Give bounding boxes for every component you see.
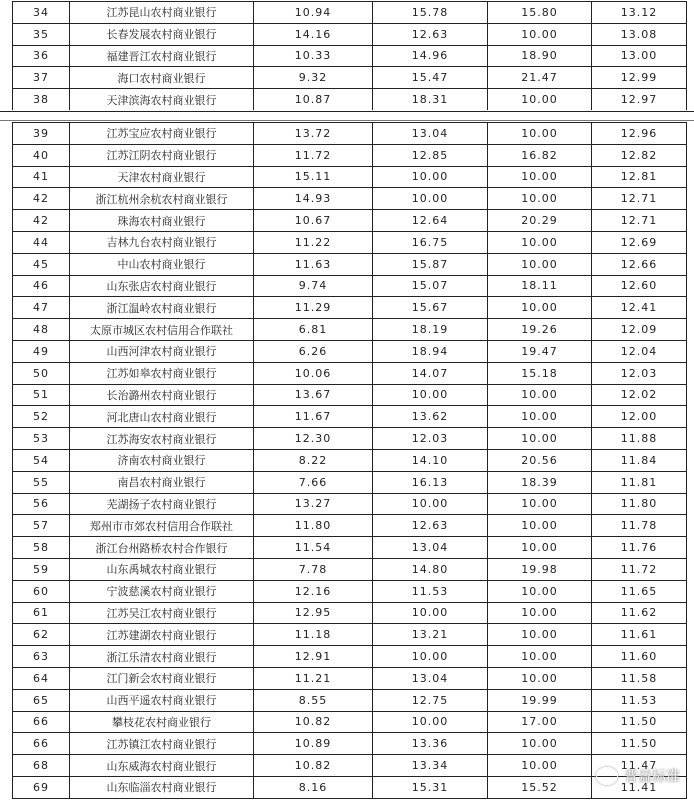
value-cell-3: 10.00: [488, 406, 592, 428]
value-cell-1: 15.11: [254, 166, 373, 188]
value-cell-1: 6.26: [254, 340, 373, 362]
rank-cell: 44: [13, 231, 70, 253]
table-row: [13, 493, 687, 515]
value-cell-2: 13.21: [373, 624, 488, 646]
value-cell-3: 10.00: [488, 755, 592, 777]
table-row: [13, 711, 687, 733]
value-cell-2: 10.00: [373, 602, 488, 624]
bank-name-cell: 江苏如皋农村商业银行: [70, 362, 254, 384]
value-cell-3: 16.82: [488, 144, 592, 166]
value-cell-1: 8.55: [254, 689, 373, 711]
score-cell: 11.50: [592, 711, 687, 733]
table-row: [13, 755, 687, 777]
table-row: [13, 428, 687, 450]
value-cell-1: 14.16: [254, 23, 373, 45]
value-cell-3: 21.47: [488, 67, 592, 89]
rank-cell: 41: [13, 166, 70, 188]
bank-name-cell: 长春发展农村商业银行: [70, 23, 254, 45]
value-cell-2: 10.00: [373, 493, 488, 515]
score-cell: 11.84: [592, 449, 687, 471]
value-cell-2: 12.64: [373, 210, 488, 232]
rank-cell: 55: [13, 471, 70, 493]
value-cell-3: 10.00: [488, 602, 592, 624]
value-cell-1: 10.89: [254, 733, 373, 755]
value-cell-3: 10.00: [488, 231, 592, 253]
value-cell-3: 15.18: [488, 362, 592, 384]
table-row: [13, 733, 687, 755]
value-cell-1: 10.67: [254, 210, 373, 232]
rank-cell: 57: [13, 515, 70, 537]
value-cell-3: 19.26: [488, 319, 592, 341]
value-cell-2: 14.10: [373, 449, 488, 471]
table-row: [13, 384, 687, 406]
value-cell-3: 10.00: [488, 188, 592, 210]
bank-name-cell: 山东临淄农村商业银行: [70, 776, 254, 798]
bank-name-cell: 天津滨海农村商业银行: [70, 89, 254, 111]
watermark-text: 普益标准: [624, 769, 680, 785]
value-cell-3: 10.00: [488, 23, 592, 45]
table-row: [13, 123, 687, 145]
bank-name-cell: 江苏海安农村商业银行: [70, 428, 254, 450]
score-cell: 13.08: [592, 23, 687, 45]
score-cell: 11.76: [592, 537, 687, 559]
value-cell-2: 12.03: [373, 428, 488, 450]
rank-cell: 49: [13, 340, 70, 362]
divider: [0, 111, 694, 112]
value-cell-2: 10.00: [373, 711, 488, 733]
rank-cell: 51: [13, 384, 70, 406]
rank-cell: 64: [13, 667, 70, 689]
table-row: [13, 2, 687, 24]
value-cell-3: 10.00: [488, 428, 592, 450]
value-cell-2: 12.85: [373, 144, 488, 166]
rank-cell: 46: [13, 275, 70, 297]
value-cell-3: 10.00: [488, 624, 592, 646]
bank-name-cell: 山西平遥农村商业银行: [70, 689, 254, 711]
value-cell-3: 15.52: [488, 776, 592, 798]
rank-cell: 58: [13, 537, 70, 559]
value-cell-1: 13.27: [254, 493, 373, 515]
table-row: [13, 406, 687, 428]
value-cell-1: 11.67: [254, 406, 373, 428]
value-cell-2: 10.00: [373, 384, 488, 406]
bank-name-cell: 济南农村商业银行: [70, 449, 254, 471]
bank-name-cell: 山东威海农村商业银行: [70, 755, 254, 777]
value-cell-3: 18.39: [488, 471, 592, 493]
value-cell-3: 10.00: [488, 580, 592, 602]
value-cell-1: 10.82: [254, 755, 373, 777]
value-cell-1: 11.54: [254, 537, 373, 559]
score-cell: 11.50: [592, 733, 687, 755]
table-row: [13, 667, 687, 689]
rank-cell: 66: [13, 733, 70, 755]
score-cell: 11.47: [592, 755, 687, 777]
bank-name-cell: 浙江台州路桥农村合作银行: [70, 537, 254, 559]
value-cell-2: 18.31: [373, 89, 488, 111]
score-cell: 12.69: [592, 231, 687, 253]
value-cell-3: 10.00: [488, 384, 592, 406]
value-cell-1: 11.22: [254, 231, 373, 253]
score-cell: 13.12: [592, 2, 687, 24]
value-cell-2: 14.96: [373, 45, 488, 67]
score-cell: 12.81: [592, 166, 687, 188]
score-cell: 12.02: [592, 384, 687, 406]
score-cell: 11.41: [592, 776, 687, 798]
bank-name-cell: 江苏吴江农村商业银行: [70, 602, 254, 624]
value-cell-1: 10.06: [254, 362, 373, 384]
score-cell: 13.00: [592, 45, 687, 67]
table-row: [13, 340, 687, 362]
value-cell-1: 10.82: [254, 711, 373, 733]
value-cell-2: 13.04: [373, 667, 488, 689]
score-cell: 11.81: [592, 471, 687, 493]
value-cell-3: 10.00: [488, 515, 592, 537]
value-cell-3: 10.00: [488, 733, 592, 755]
value-cell-3: 10.00: [488, 537, 592, 559]
ranking-table-bottom: [12, 122, 687, 799]
value-cell-2: 15.07: [373, 275, 488, 297]
bank-name-cell: 芜湖扬子农村商业银行: [70, 493, 254, 515]
bank-name-cell: 山东张店农村商业银行: [70, 275, 254, 297]
bank-name-cell: 江苏江阴农村商业银行: [70, 144, 254, 166]
value-cell-2: 11.53: [373, 580, 488, 602]
table-row: [13, 580, 687, 602]
ranking-table-top: [12, 1, 687, 111]
score-cell: 11.88: [592, 428, 687, 450]
score-cell: 12.96: [592, 123, 687, 145]
value-cell-2: 10.00: [373, 646, 488, 668]
bank-name-cell: 浙江温岭农村商业银行: [70, 297, 254, 319]
value-cell-3: 10.00: [488, 123, 592, 145]
value-cell-2: 18.19: [373, 319, 488, 341]
table-row: [13, 449, 687, 471]
value-cell-1: 11.63: [254, 253, 373, 275]
score-cell: 12.04: [592, 340, 687, 362]
table-row: [13, 646, 687, 668]
value-cell-3: 10.00: [488, 166, 592, 188]
value-cell-2: 15.31: [373, 776, 488, 798]
value-cell-1: 12.91: [254, 646, 373, 668]
value-cell-1: 10.33: [254, 45, 373, 67]
value-cell-1: 11.21: [254, 667, 373, 689]
value-cell-1: 12.16: [254, 580, 373, 602]
score-cell: 11.53: [592, 689, 687, 711]
bank-name-cell: 江苏宝应农村商业银行: [70, 123, 254, 145]
value-cell-1: 8.22: [254, 449, 373, 471]
bank-name-cell: 宁波慈溪农村商业银行: [70, 580, 254, 602]
rank-cell: 45: [13, 253, 70, 275]
bank-name-cell: 南昌农村商业银行: [70, 471, 254, 493]
table-row: [13, 23, 687, 45]
value-cell-3: 10.00: [488, 493, 592, 515]
divider: [0, 120, 694, 121]
score-cell: 12.60: [592, 275, 687, 297]
bank-name-cell: 山东禹城农村商业银行: [70, 558, 254, 580]
rank-cell: 36: [13, 45, 70, 67]
rank-cell: 60: [13, 580, 70, 602]
value-cell-3: 19.47: [488, 340, 592, 362]
value-cell-2: 15.47: [373, 67, 488, 89]
table-row: [13, 253, 687, 275]
rank-cell: 53: [13, 428, 70, 450]
rank-cell: 65: [13, 689, 70, 711]
bank-name-cell: 浙江乐清农村商业银行: [70, 646, 254, 668]
value-cell-1: 14.93: [254, 188, 373, 210]
value-cell-2: 16.13: [373, 471, 488, 493]
score-cell: 12.82: [592, 144, 687, 166]
table-row: [13, 362, 687, 384]
value-cell-2: 13.04: [373, 537, 488, 559]
value-cell-3: 19.98: [488, 558, 592, 580]
value-cell-2: 13.36: [373, 733, 488, 755]
score-cell: 12.99: [592, 67, 687, 89]
rank-cell: 50: [13, 362, 70, 384]
table-row: [13, 89, 687, 111]
table-row: [13, 602, 687, 624]
value-cell-2: 14.80: [373, 558, 488, 580]
value-cell-3: 15.80: [488, 2, 592, 24]
value-cell-2: 14.07: [373, 362, 488, 384]
rank-cell: 38: [13, 89, 70, 111]
rank-cell: 48: [13, 319, 70, 341]
rank-cell: 56: [13, 493, 70, 515]
table-row: [13, 210, 687, 232]
value-cell-3: 20.29: [488, 210, 592, 232]
score-cell: 11.58: [592, 667, 687, 689]
table-row: [13, 144, 687, 166]
value-cell-1: 9.74: [254, 275, 373, 297]
rank-cell: 59: [13, 558, 70, 580]
value-cell-3: 10.00: [488, 253, 592, 275]
value-cell-1: 11.29: [254, 297, 373, 319]
rank-cell: 34: [13, 2, 70, 24]
bank-name-cell: 太原市城区农村信用合作联社: [70, 319, 254, 341]
value-cell-3: 10.00: [488, 646, 592, 668]
value-cell-2: 12.75: [373, 689, 488, 711]
table-row: [13, 515, 687, 537]
score-cell: 11.61: [592, 624, 687, 646]
rank-cell: 54: [13, 449, 70, 471]
value-cell-3: 10.00: [488, 89, 592, 111]
table-row: [13, 297, 687, 319]
table-row: [13, 188, 687, 210]
score-cell: 12.71: [592, 210, 687, 232]
bank-name-cell: 珠海农村商业银行: [70, 210, 254, 232]
rank-cell: 52: [13, 406, 70, 428]
bank-name-cell: 山西河津农村商业银行: [70, 340, 254, 362]
bank-name-cell: 中山农村商业银行: [70, 253, 254, 275]
value-cell-2: 13.34: [373, 755, 488, 777]
bank-name-cell: 郑州市市郊农村信用合作联社: [70, 515, 254, 537]
value-cell-2: 12.63: [373, 23, 488, 45]
score-cell: 12.71: [592, 188, 687, 210]
value-cell-1: 7.78: [254, 558, 373, 580]
rank-cell: 66: [13, 711, 70, 733]
value-cell-3: 20.56: [488, 449, 592, 471]
score-cell: 12.09: [592, 319, 687, 341]
value-cell-2: 15.87: [373, 253, 488, 275]
value-cell-2: 10.00: [373, 166, 488, 188]
value-cell-2: 12.63: [373, 515, 488, 537]
score-cell: 12.41: [592, 297, 687, 319]
value-cell-3: 10.00: [488, 667, 592, 689]
bank-name-cell: 江门新会农村商业银行: [70, 667, 254, 689]
value-cell-1: 8.16: [254, 776, 373, 798]
table-row: [13, 231, 687, 253]
table-row: [13, 471, 687, 493]
value-cell-1: 11.18: [254, 624, 373, 646]
value-cell-1: 10.87: [254, 89, 373, 111]
table-row: [13, 275, 687, 297]
value-cell-2: 15.78: [373, 2, 488, 24]
bank-name-cell: 江苏昆山农村商业银行: [70, 2, 254, 24]
value-cell-2: 13.04: [373, 123, 488, 145]
score-cell: 12.00: [592, 406, 687, 428]
value-cell-2: 18.94: [373, 340, 488, 362]
score-cell: 11.72: [592, 558, 687, 580]
value-cell-3: 17.00: [488, 711, 592, 733]
table-row: [13, 689, 687, 711]
value-cell-1: 9.32: [254, 67, 373, 89]
score-cell: 12.66: [592, 253, 687, 275]
table-row: [13, 558, 687, 580]
rank-cell: 69: [13, 776, 70, 798]
value-cell-1: 6.81: [254, 319, 373, 341]
score-cell: 12.97: [592, 89, 687, 111]
bank-name-cell: 海口农村商业银行: [70, 67, 254, 89]
value-cell-1: 11.80: [254, 515, 373, 537]
bank-name-cell: 天津农村商业银行: [70, 166, 254, 188]
rank-cell: 37: [13, 67, 70, 89]
table-row: [13, 624, 687, 646]
value-cell-2: 13.62: [373, 406, 488, 428]
table-row: [13, 45, 687, 67]
value-cell-3: 18.90: [488, 45, 592, 67]
bank-name-cell: 江苏镇江农村商业银行: [70, 733, 254, 755]
value-cell-2: 15.67: [373, 297, 488, 319]
bank-name-cell: 福建晋江农村商业银行: [70, 45, 254, 67]
value-cell-1: 7.66: [254, 471, 373, 493]
value-cell-3: 10.00: [488, 297, 592, 319]
score-cell: 11.62: [592, 602, 687, 624]
watermark: [596, 766, 680, 786]
rank-cell: 40: [13, 144, 70, 166]
value-cell-1: 12.95: [254, 602, 373, 624]
rank-cell: 63: [13, 646, 70, 668]
rank-cell: 42: [13, 210, 70, 232]
bank-name-cell: 浙江杭州余杭农村商业银行: [70, 188, 254, 210]
score-cell: 11.80: [592, 493, 687, 515]
table-row: [13, 537, 687, 559]
rank-cell: 35: [13, 23, 70, 45]
score-cell: 11.78: [592, 515, 687, 537]
bank-name-cell: 攀枝花农村商业银行: [70, 711, 254, 733]
value-cell-1: 13.72: [254, 123, 373, 145]
value-cell-2: 16.75: [373, 231, 488, 253]
wechat-icon: [596, 767, 618, 785]
rank-cell: 68: [13, 755, 70, 777]
bank-name-cell: 吉林九台农村商业银行: [70, 231, 254, 253]
rank-cell: 62: [13, 624, 70, 646]
value-cell-1: 12.30: [254, 428, 373, 450]
rank-cell: 47: [13, 297, 70, 319]
value-cell-3: 19.99: [488, 689, 592, 711]
bank-name-cell: 长治潞州农村商业银行: [70, 384, 254, 406]
table-row: [13, 67, 687, 89]
bank-name-cell: 江苏建湖农村商业银行: [70, 624, 254, 646]
score-cell: 11.65: [592, 580, 687, 602]
value-cell-3: 18.11: [488, 275, 592, 297]
score-cell: 11.60: [592, 646, 687, 668]
value-cell-1: 10.94: [254, 2, 373, 24]
rank-cell: 39: [13, 123, 70, 145]
value-cell-2: 10.00: [373, 188, 488, 210]
value-cell-1: 11.72: [254, 144, 373, 166]
bank-name-cell: 河北唐山农村商业银行: [70, 406, 254, 428]
table-row: [13, 166, 687, 188]
table-row: [13, 319, 687, 341]
table-row: [13, 776, 687, 798]
value-cell-1: 13.67: [254, 384, 373, 406]
rank-cell: 61: [13, 602, 70, 624]
score-cell: 12.03: [592, 362, 687, 384]
rank-cell: 42: [13, 188, 70, 210]
